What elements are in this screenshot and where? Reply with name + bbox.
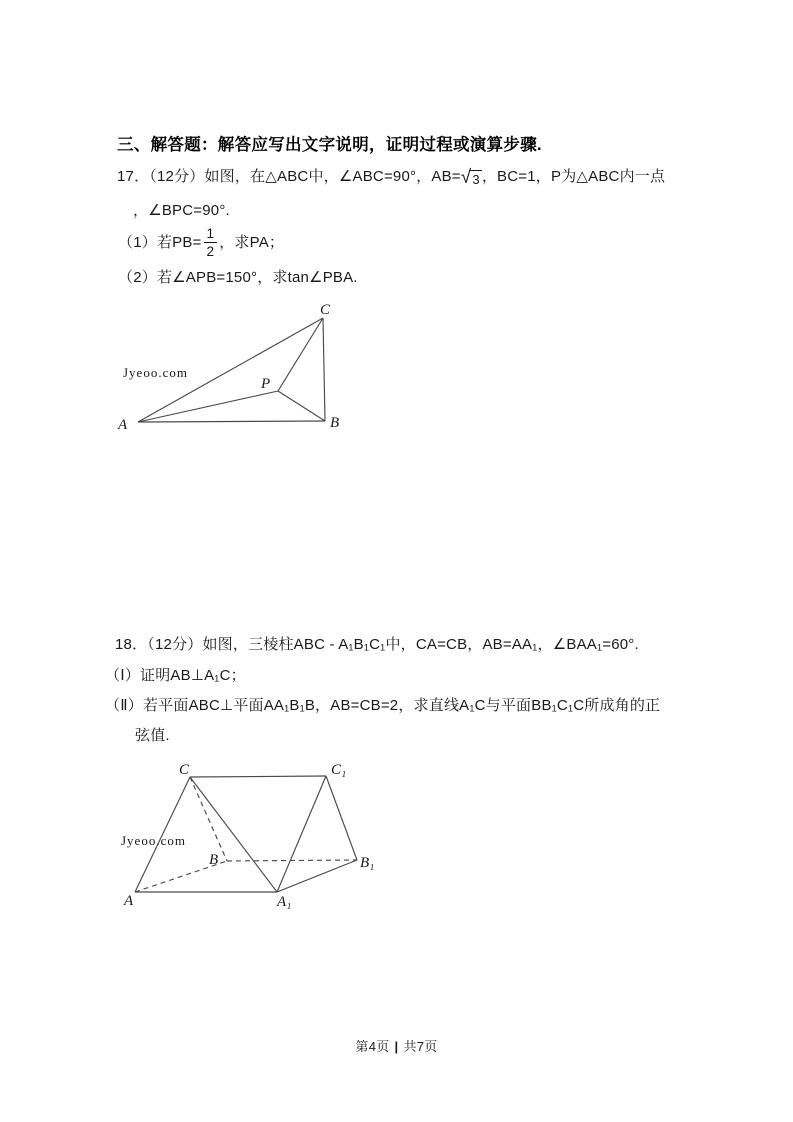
radical-sign: √ [460,167,472,188]
sqrt-radicand: 3 [472,172,480,187]
section-header: 三、解答题：解答应写出文字说明，证明过程或演算步骤. [117,136,542,154]
segment-pb [278,391,325,421]
figure-triangle-17 [108,298,370,445]
edge-cc1 [190,776,326,777]
vertex-label-a: A [118,417,128,433]
edge-c1b1 [326,776,357,860]
footer-separator: | [394,1039,399,1054]
edge-a1c1 [277,776,326,892]
fraction-denominator: 2 [206,243,215,259]
p18-part2-line1: （Ⅱ）若平面ABC⊥平面AA₁B₁B，AB=CB=2，求直线A₁C与平面BB₁C₁C所成角的正 [105,697,661,714]
p17-line1-post: ，BC=1，P为△ABC内一点 [481,168,666,185]
p18-part1: （Ⅰ）证明AB⊥A₁C； [105,667,246,684]
sqrt-expression [460,167,482,188]
p17-line1 [117,167,665,187]
page-footer [0,1036,793,1055]
p17-question2: （2）若∠APB=150°，求tan∠PBA. [118,269,358,286]
figure-prism-18 [113,753,391,918]
watermark-text: Jyeoo.com [123,365,188,380]
fraction-one-half [204,226,218,259]
vertex-label-a: A [124,893,134,909]
watermark-text: Jyeoo.com [121,833,186,848]
p18-line1: 18．（12分）如图，三棱柱ABC - A₁B₁C₁中，CA=CB，AB=AA₁，∠BAA₁=60°. [115,636,639,653]
vertex-label-b1: B₁ [360,855,375,871]
vertex-label-a1: A₁ [277,894,292,910]
vertex-label-p: P [261,376,271,392]
vertex-label-c: C [179,762,190,778]
vertex-label-b: B [330,415,340,431]
p17-line1-pre: 17．（12分）如图，在△ABC中，∠ABC=90°，AB= [117,168,461,185]
fraction-numerator: 1 [204,226,218,243]
p17-question1 [118,224,284,260]
segment-ca1 [190,777,277,892]
vertex-label-c1: C₁ [331,762,347,778]
vertex-label-c: C [320,302,331,318]
p18-part2-line2: 弦值. [135,727,170,744]
segment-ap [138,391,278,422]
edge-bb1-hidden [227,860,357,861]
footer-total-pages: 共7页 [403,1039,438,1054]
edge-ab [138,421,325,422]
p17-q1-post: ，求PA； [219,233,285,251]
p17-line2: ，∠BPC=90°. [133,202,230,219]
edge-bc [323,318,325,421]
segment-pc [278,318,323,391]
p17-q1-pre: （1）若PB= [118,233,202,251]
footer-page-number: 第4页 [355,1039,390,1054]
vertex-label-b: B [209,852,219,868]
